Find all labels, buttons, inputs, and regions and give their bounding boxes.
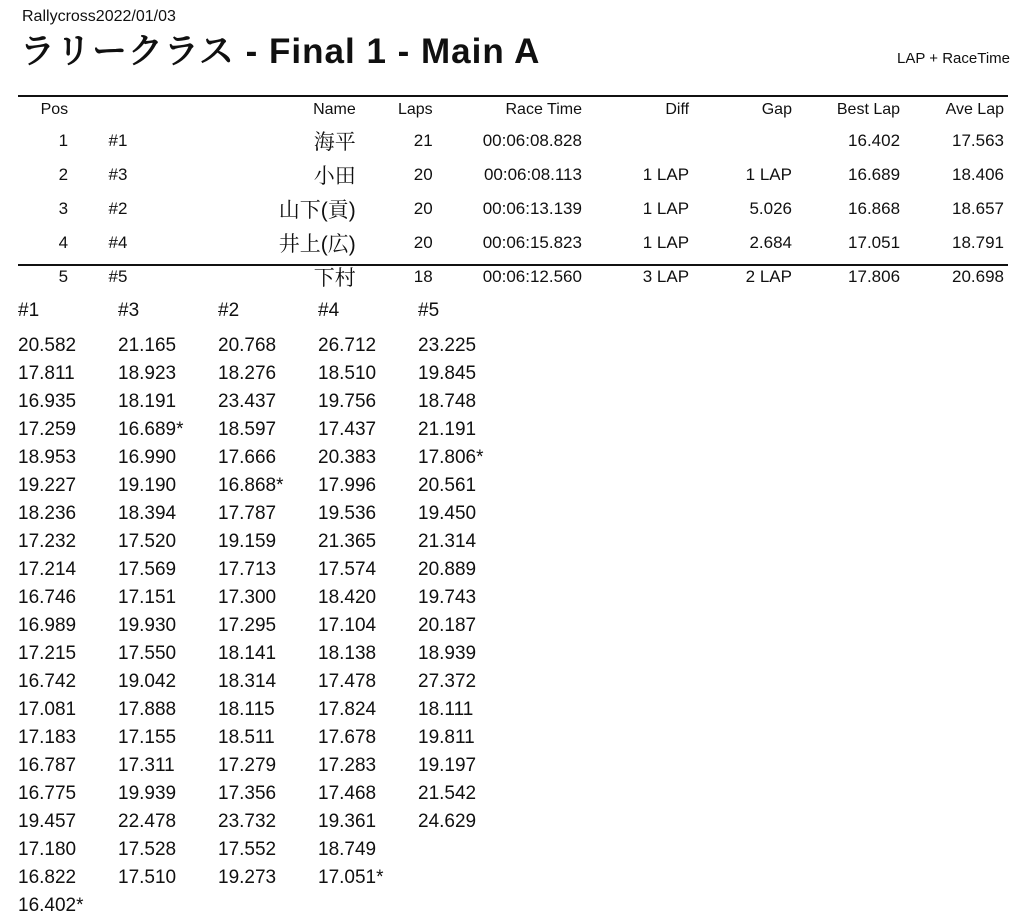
column-header-name: Name	[313, 101, 356, 118]
lap-row	[18, 360, 618, 388]
lap-row	[18, 584, 618, 612]
lap-cell: 21.191	[418, 419, 477, 440]
lap-row	[18, 864, 618, 892]
lap-cell: 17.155	[118, 727, 177, 748]
lap-cell: 18.111	[418, 699, 474, 720]
lap-cell: 18.511	[218, 727, 275, 748]
cell-bestlap: 17.051	[848, 233, 901, 252]
lap-cell: 19.197	[418, 755, 477, 776]
lap-cell: 17.811	[18, 363, 75, 384]
lap-cell	[418, 864, 518, 892]
divider-middle	[18, 264, 1008, 266]
cell-gap: 1 LAP	[745, 165, 792, 184]
lap-cell: 17.569	[118, 559, 177, 580]
cell-laps: 20	[413, 233, 433, 252]
cell-car: #2	[108, 199, 128, 218]
lap-cell: 19.227	[18, 475, 77, 496]
lap-cell: 21.365	[318, 531, 377, 552]
cell-name: 下村	[313, 267, 356, 290]
lap-times-grid	[18, 300, 618, 920]
lap-cell: 17.713	[218, 559, 277, 580]
lap-cell: 17.528	[118, 839, 177, 860]
cell-bestlap: 16.689	[848, 165, 901, 184]
lap-cell: 19.457	[18, 811, 77, 832]
lap-cell: 18.276	[218, 363, 277, 384]
lap-cell: 18.394	[118, 503, 177, 524]
lap-cell: 19.190	[118, 475, 177, 496]
column-header-bestlap: Best Lap	[836, 101, 901, 118]
lap-cell: 20.561	[418, 475, 477, 496]
column-header-pos: Pos	[40, 101, 69, 118]
lap-cell: 17.520	[118, 531, 177, 552]
lap-cell: 17.996	[318, 475, 377, 496]
lap-row	[18, 528, 618, 556]
cell-avelap: 18.791	[952, 233, 1004, 252]
lap-cell: 18.597	[218, 419, 277, 440]
lap-cell: 17.104	[318, 615, 377, 636]
table-row	[18, 192, 1008, 226]
lap-cell	[218, 892, 318, 920]
lap-cell: 19.930	[118, 615, 177, 636]
lap-cell: 18.749	[318, 839, 377, 860]
lap-cell: 23.437	[218, 391, 277, 412]
table-row	[18, 158, 1008, 192]
cell-racetime: 00:06:08.113	[483, 165, 582, 184]
lap-row	[18, 472, 618, 500]
lap-cell: 16.787	[18, 755, 77, 776]
column-header-laps: Laps	[397, 101, 433, 118]
lap-cell: 19.159	[218, 531, 277, 552]
lap-row	[18, 332, 618, 360]
lap-row	[18, 668, 618, 696]
lap-cell: 17.356	[218, 783, 277, 804]
cell-laps: 20	[413, 165, 433, 184]
table-header-row	[18, 100, 1008, 124]
lap-row	[18, 416, 618, 444]
lap-cell: 26.712	[318, 335, 377, 356]
lap-row	[18, 500, 618, 528]
lap-cell: 17.550	[118, 643, 177, 664]
lap-cell: 17.478	[318, 671, 377, 692]
lap-cell	[418, 892, 518, 920]
lap-cell: 18.141	[218, 643, 277, 664]
cell-car: #4	[108, 233, 128, 252]
cell-gap: 2 LAP	[745, 267, 792, 286]
lap-row	[18, 640, 618, 668]
column-header-car	[72, 100, 131, 124]
lap-cell: 20.187	[418, 615, 477, 636]
lap-cell: 17.666	[218, 447, 277, 468]
lap-cell: 19.939	[118, 783, 177, 804]
lap-cell: 18.420	[318, 587, 377, 608]
lap-cell: 18.939	[418, 643, 477, 664]
lap-cell: 17.824	[318, 699, 377, 720]
column-header-racetime: Race Time	[505, 101, 582, 118]
lap-cell: 18.191	[118, 391, 177, 412]
lap-cell: 17.051*	[318, 867, 384, 888]
lap-row	[18, 556, 618, 584]
cell-name: 海平	[313, 131, 356, 154]
lap-cell: 18.236	[18, 503, 77, 524]
lap-cell: 17.283	[318, 755, 377, 776]
lap-cell: 16.990	[118, 447, 177, 468]
lap-cell: 19.845	[418, 363, 477, 384]
cell-avelap: 17.563	[952, 131, 1004, 150]
lap-cell: 17.311	[118, 755, 175, 776]
lap-cell: 22.478	[118, 811, 177, 832]
lap-cell: 17.183	[18, 727, 77, 748]
cell-laps: 21	[413, 131, 433, 150]
cell-laps: 18	[413, 267, 433, 286]
lap-row	[18, 388, 618, 416]
lap-cell: 18.748	[418, 391, 477, 412]
cell-gap	[693, 124, 796, 158]
column-header-diff: Diff	[665, 101, 690, 118]
lap-cell: 17.151	[118, 587, 177, 608]
lap-row	[18, 444, 618, 472]
cell-car: #5	[108, 267, 128, 286]
lap-cell: 27.372	[418, 671, 477, 692]
lap-cell: 16.935	[18, 391, 77, 412]
lap-cell: 17.468	[318, 783, 377, 804]
lap-cell: 17.215	[18, 643, 77, 664]
cell-racetime: 00:06:12.560	[482, 267, 582, 286]
lap-row	[18, 612, 618, 640]
lap-cell: 17.552	[218, 839, 277, 860]
lap-cell: 18.314	[218, 671, 277, 692]
lap-cell: 16.742	[18, 671, 77, 692]
cell-diff: 1 LAP	[642, 233, 690, 252]
cell-name: 井上(広)	[278, 233, 356, 256]
cell-bestlap: 16.402	[848, 131, 901, 150]
lap-cell: 17.180	[18, 839, 77, 860]
lap-cell	[318, 892, 418, 920]
lap-cell: 23.732	[218, 811, 277, 832]
lap-cell: 16.989	[18, 615, 77, 636]
lap-row	[18, 836, 618, 864]
column-header-gap: Gap	[761, 101, 792, 118]
cell-diff: 1 LAP	[642, 199, 690, 218]
cell-pos: 5	[58, 267, 69, 286]
lap-cell: 19.042	[118, 671, 177, 692]
cell-gap: 2.684	[749, 233, 792, 252]
lap-cell: 20.582	[18, 335, 77, 356]
cell-bestlap: 16.868	[848, 199, 901, 218]
lap-row	[18, 752, 618, 780]
lap-cell: 18.138	[318, 643, 377, 664]
lap-cell: 17.214	[18, 559, 77, 580]
cell-pos: 1	[58, 131, 69, 150]
lap-cell: 17.678	[318, 727, 377, 748]
lap-cell: 17.510	[118, 867, 177, 888]
cell-avelap: 20.698	[952, 267, 1004, 286]
cell-pos: 4	[58, 233, 69, 252]
cell-laps: 20	[413, 199, 433, 218]
cell-racetime: 00:06:08.828	[482, 131, 582, 150]
lap-cell: 19.743	[418, 587, 477, 608]
cell-racetime: 00:06:13.139	[482, 199, 582, 218]
cell-gap: 5.026	[749, 199, 792, 218]
title-row	[20, 34, 1010, 71]
cell-pos: 3	[58, 199, 69, 218]
lap-cell: 17.279	[218, 755, 277, 776]
lap-cell: 17.574	[318, 559, 377, 580]
lap-cell: 16.689*	[118, 419, 184, 440]
lap-cell: 20.889	[418, 559, 477, 580]
lap-column-header-2: #3	[118, 300, 140, 321]
lap-row	[18, 724, 618, 752]
lap-cell: 16.402*	[18, 895, 84, 916]
lap-cell: 17.300	[218, 587, 277, 608]
lap-cell: 19.756	[318, 391, 377, 412]
lap-grid-header	[18, 300, 618, 322]
cell-avelap: 18.406	[952, 165, 1004, 184]
cell-name: 小田	[313, 165, 356, 188]
lap-cell: 19.450	[418, 503, 477, 524]
lap-row	[18, 780, 618, 808]
table-row	[18, 226, 1008, 260]
lap-cell: 21.314	[418, 531, 477, 552]
lap-cell: 19.273	[218, 867, 277, 888]
lap-cell: 17.888	[118, 699, 177, 720]
page-title: ラリークラス - Final 1 - Main A	[20, 32, 541, 71]
column-header-avelap: Ave Lap	[945, 101, 1004, 118]
lap-cell: 17.806*	[418, 447, 484, 468]
lap-cell: 23.225	[418, 335, 477, 356]
lap-cell: 18.115	[218, 699, 275, 720]
lap-cell: 18.953	[18, 447, 77, 468]
lap-cell: 20.383	[318, 447, 377, 468]
cell-diff: 1 LAP	[642, 165, 690, 184]
lap-mode-note: LAP + RaceTime	[897, 49, 1010, 67]
lap-row	[18, 696, 618, 724]
cell-avelap: 18.657	[952, 199, 1004, 218]
lap-cell: 16.822	[18, 867, 77, 888]
cell-diff: 3 LAP	[642, 267, 690, 286]
lap-cell: 18.510	[318, 363, 377, 384]
lap-cell: 17.259	[18, 419, 77, 440]
divider-top	[18, 95, 1008, 97]
cell-name: 山下(貢)	[278, 199, 356, 222]
lap-cell: 16.775	[18, 783, 77, 804]
lap-row	[18, 808, 618, 836]
cell-pos: 2	[58, 165, 69, 184]
cell-racetime: 00:06:15.823	[482, 233, 582, 252]
lap-cell: 17.081	[18, 699, 77, 720]
lap-cell: 17.232	[18, 531, 77, 552]
table-row	[18, 124, 1008, 158]
lap-column-header-5: #5	[418, 300, 440, 321]
lap-cell	[118, 892, 218, 920]
lap-cell: 18.923	[118, 363, 177, 384]
lap-cell: 16.746	[18, 587, 77, 608]
lap-cell: 17.295	[218, 615, 277, 636]
cell-car: #3	[108, 165, 128, 184]
event-name: Rallycross2022/01/03	[22, 8, 176, 25]
lap-cell: 19.536	[318, 503, 377, 524]
cell-car: #1	[108, 131, 128, 150]
lap-cell: 16.868*	[218, 475, 284, 496]
lap-row	[18, 892, 618, 920]
lap-cell: 20.768	[218, 335, 277, 356]
lap-cell	[418, 836, 518, 864]
lap-cell: 17.437	[318, 419, 377, 440]
lap-cell: 21.542	[418, 783, 477, 804]
lap-column-header-1: #1	[18, 300, 40, 321]
lap-cell: 19.811	[418, 727, 475, 748]
lap-cell: 24.629	[418, 811, 477, 832]
lap-column-header-4: #4	[318, 300, 340, 321]
cell-diff	[586, 124, 693, 158]
lap-cell: 19.361	[318, 811, 377, 832]
lap-cell: 17.787	[218, 503, 277, 524]
lap-column-header-3: #2	[218, 300, 240, 321]
cell-bestlap: 17.806	[848, 267, 901, 286]
lap-cell: 21.165	[118, 335, 177, 356]
